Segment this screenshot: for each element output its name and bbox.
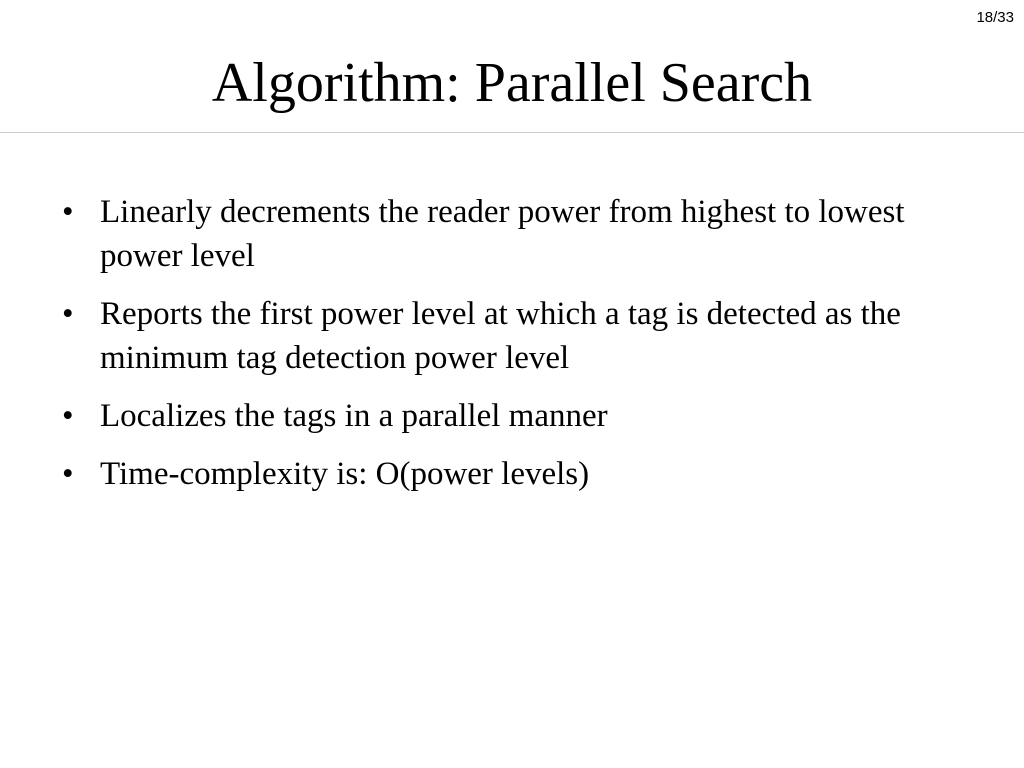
bullet-dot-icon: • — [62, 456, 74, 492]
bullet-text: Time-complexity is: O(power levels) — [100, 456, 590, 492]
bullet-list — [60, 190, 980, 510]
bullet-dot-icon: • — [62, 194, 74, 230]
bullet-item — [60, 452, 980, 496]
bullet-text: Reports the first power level at which a tag is detected as the minimum tag detection power level — [100, 296, 901, 376]
bullet-dot-icon: • — [62, 398, 74, 434]
bullet-item — [60, 292, 980, 380]
bullet-item — [60, 394, 980, 438]
bullet-text: Localizes the tags in a parallel manner — [100, 398, 608, 434]
slide-title: Algorithm: Parallel Search — [211, 52, 813, 114]
title-divider — [0, 132, 1024, 133]
bullet-dot-icon: • — [62, 296, 74, 332]
bullet-text: Linearly decrements the reader power from highest to lowest power level — [100, 194, 905, 274]
bullet-item — [60, 190, 980, 278]
page-number: 18/33 — [976, 9, 1014, 26]
